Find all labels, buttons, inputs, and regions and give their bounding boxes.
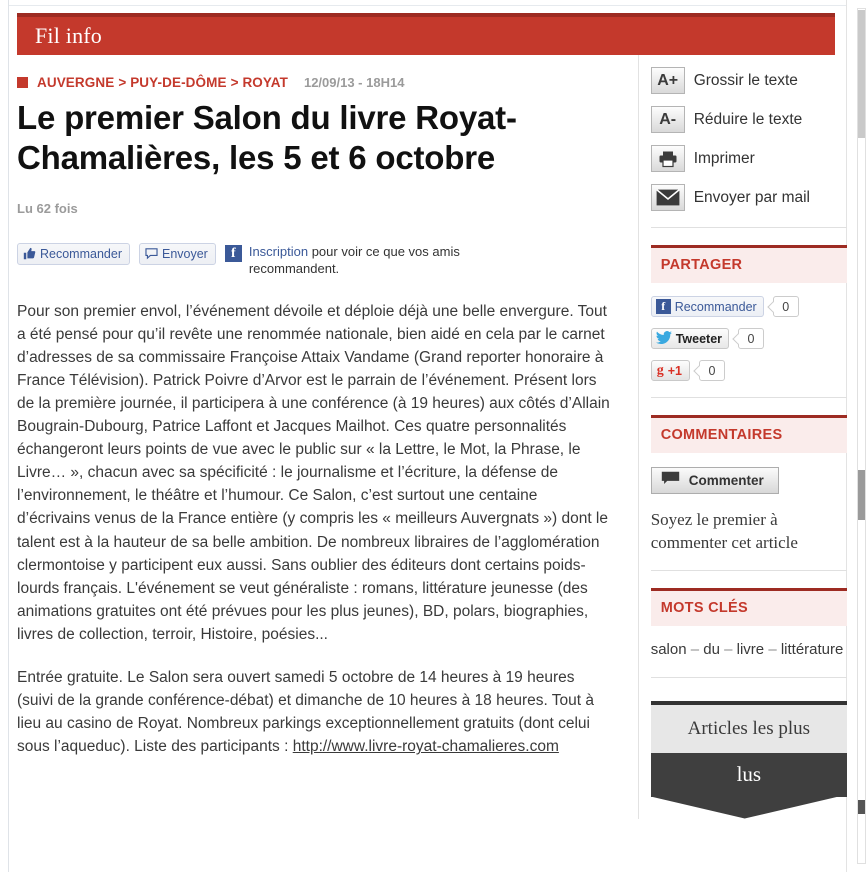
facebook-logo-icon: f [225,245,242,262]
comments-section [651,415,847,571]
most-read-arrow-icon [651,797,839,819]
read-count: Lu 62 fois [17,200,78,216]
breadcrumb [17,75,615,90]
sidebar [638,55,847,819]
keyword-separator: – [724,641,733,659]
facebook-signup-note [249,243,514,278]
most-read-bottom-label: lus [736,762,762,787]
breadcrumb-bullet-icon [17,77,28,88]
tool-decrease-text[interactable] [651,106,847,133]
publication-date: 12/09/13 - 18H14 [303,75,405,90]
external-link[interactable]: http://www.livre-royat-chamalieres.com [292,738,559,756]
tool-label: Imprimer [693,149,755,167]
comment-button[interactable] [651,467,779,494]
breadcrumb-item-region[interactable]: AUVERGNE [37,75,115,90]
share-section [651,245,847,398]
keyword-item[interactable]: littérature [780,641,844,659]
article-paragraph: Pour son premier envol, l’événement dévoile et déploie déjà une belle envergure. Tout a été pensé pour qu’il revête une renommée nationale, bien aidé en cela par le carnet d’adresses de sa commissaire Françoise Attaix Vandame (Grand reporter honoraire à France Télévision). Patrick Poivre d’Arvor est le parrain de l’événement. Présent lors de la première journée, il participera à une conférence (à 19 heures) aux côtés d’Allain Bougrain-Dubourg, Patrice Laffont et Jacques Mailhot. Ces quatre personnalités échangeront leurs points de vue avec le public sur « la Lettre, le Mot, la Phrase, le Livre… », chacun avec sa spécificité : le journalisme et l’écriture, la défense de l’environnement, le théâtre et l’humour. Ce Salon, c’est surtout une centaine d’écrivains venus de la France entière (y compris les « meilleurs Auvergnats ») dont le talent est à la hauteur de sa belle ambition. De nombreux libraires de l’agglomération clermontoise y participent eux aussi. Sans oublier des éditeurs dont certains poids-lourds français. L'événement se veut généraliste : romans, littérature jeunesse (des animations gratuites ont été prévues pour les plus jeunes), BD, polars, biographies, livres de collection, terroir, Histoire, poésies... [17,302,610,643]
increase-text-icon [651,67,685,94]
share-googleplus-button[interactable] [651,360,690,381]
article-paragraph-last [17,666,615,758]
breadcrumb-item-department[interactable]: PUY-DE-DÔME [130,75,227,90]
share-facebook-label: Recommander [674,299,757,314]
facebook-recommend-label: Recommander [40,246,122,261]
share-twitter-label: Tweeter [675,331,723,346]
scrollbar-thumb-outer[interactable] [858,10,865,138]
thumbs-up-icon [23,247,36,260]
scrollbar-thumb-inner[interactable] [858,470,865,520]
share-facebook-count: 0 [773,296,799,317]
facebook-signup-rest: pour voir ce que vos amis recommandent. [248,243,460,277]
increase-text-glyph: A+ [657,71,679,89]
sidebar-divider [651,227,847,228]
share-section-header [651,245,847,283]
twitter-bird-icon [656,331,672,347]
envelope-icon [651,184,685,211]
facebook-social-bar [17,243,615,278]
keywords-heading: MOTS CLÉS [660,600,748,617]
facebook-signup-link[interactable]: Inscription [248,243,309,259]
printer-icon [651,145,685,172]
tool-print[interactable] [651,145,847,172]
share-heading: PARTAGER [660,257,743,273]
share-row-twitter [651,328,847,349]
breadcrumb-separator: > [230,75,239,90]
share-twitter-count: 0 [738,328,764,349]
share-googleplus-count: 0 [699,360,725,381]
tool-label: Réduire le texte [693,110,803,128]
facebook-recommend-button[interactable] [17,243,130,265]
sidebar-divider [651,570,847,571]
most-read-bottom-tab[interactable] [651,753,847,797]
keywords-section-header [651,588,847,626]
breadcrumb-item-city[interactable]: ROYAT [242,75,288,90]
tool-label: Envoyer par mail [693,188,810,206]
facebook-send-label: Envoyer [161,246,208,261]
no-comments-text: Soyez le premier à commenter cet article [650,510,798,553]
decrease-text-glyph: A- [659,110,677,128]
article-body [17,300,615,759]
main-column [9,55,627,819]
most-read-widget[interactable] [651,701,847,819]
sidebar-divider [651,677,847,678]
share-facebook-button[interactable] [651,296,764,317]
share-row-facebook [651,296,847,317]
comments-section-header [651,415,847,453]
keyword-item[interactable]: salon [650,641,687,659]
comments-heading: COMMENTAIRES [660,427,783,443]
comment-button-label: Commenter [688,473,764,488]
keyword-item[interactable]: du [703,641,720,659]
page-title: Le premier Salon du livre Royat-Chamalières, les 5 et 6 octobre [17,99,517,177]
keyword-separator: – [768,641,777,659]
speech-bubble-icon [145,247,158,260]
tool-send-mail[interactable] [651,184,847,211]
facebook-logo-icon: f [656,299,671,314]
page-content [9,6,847,872]
keyword-item[interactable]: livre [736,641,765,659]
share-buttons [651,283,847,381]
filinfo-title: Fil info [35,23,102,48]
decrease-text-icon [651,106,685,133]
most-read-top-label: Articles les plus [687,717,811,739]
article-paragraph-last-text: Entrée gratuite. Le Salon sera ouvert samedi 5 octobre de 14 heures à 19 heures (suivi de la grande conférence-débat) et dimanche de 10 heures à 18 heures. Tout à lieu au casino de Royat. Nombreux parkings exceptionnellement gratuits (dont celui sous l’aqueduc). Liste des participants : [17,669,595,756]
keywords-list [651,639,847,660]
share-twitter-button[interactable] [651,328,729,349]
share-googleplus-label: +1 [667,363,682,378]
comment-bubble-icon [661,471,680,491]
tool-label: Grossir le texte [693,71,798,89]
breadcrumb-separator: > [118,75,127,90]
keywords-section [651,588,847,677]
googleplus-logo-icon: g [656,362,664,378]
window-left-edge [0,0,9,872]
sidebar-divider [651,397,847,398]
article-tools [651,67,847,211]
filinfo-header [17,13,835,55]
share-row-googleplus [651,360,847,381]
two-column-layout [9,55,847,819]
tool-increase-text[interactable] [651,67,847,94]
keyword-separator: – [690,641,700,659]
most-read-top-tab[interactable] [651,701,847,753]
facebook-send-button[interactable] [139,243,216,265]
scrollbar-thumb-lower[interactable] [858,800,865,814]
